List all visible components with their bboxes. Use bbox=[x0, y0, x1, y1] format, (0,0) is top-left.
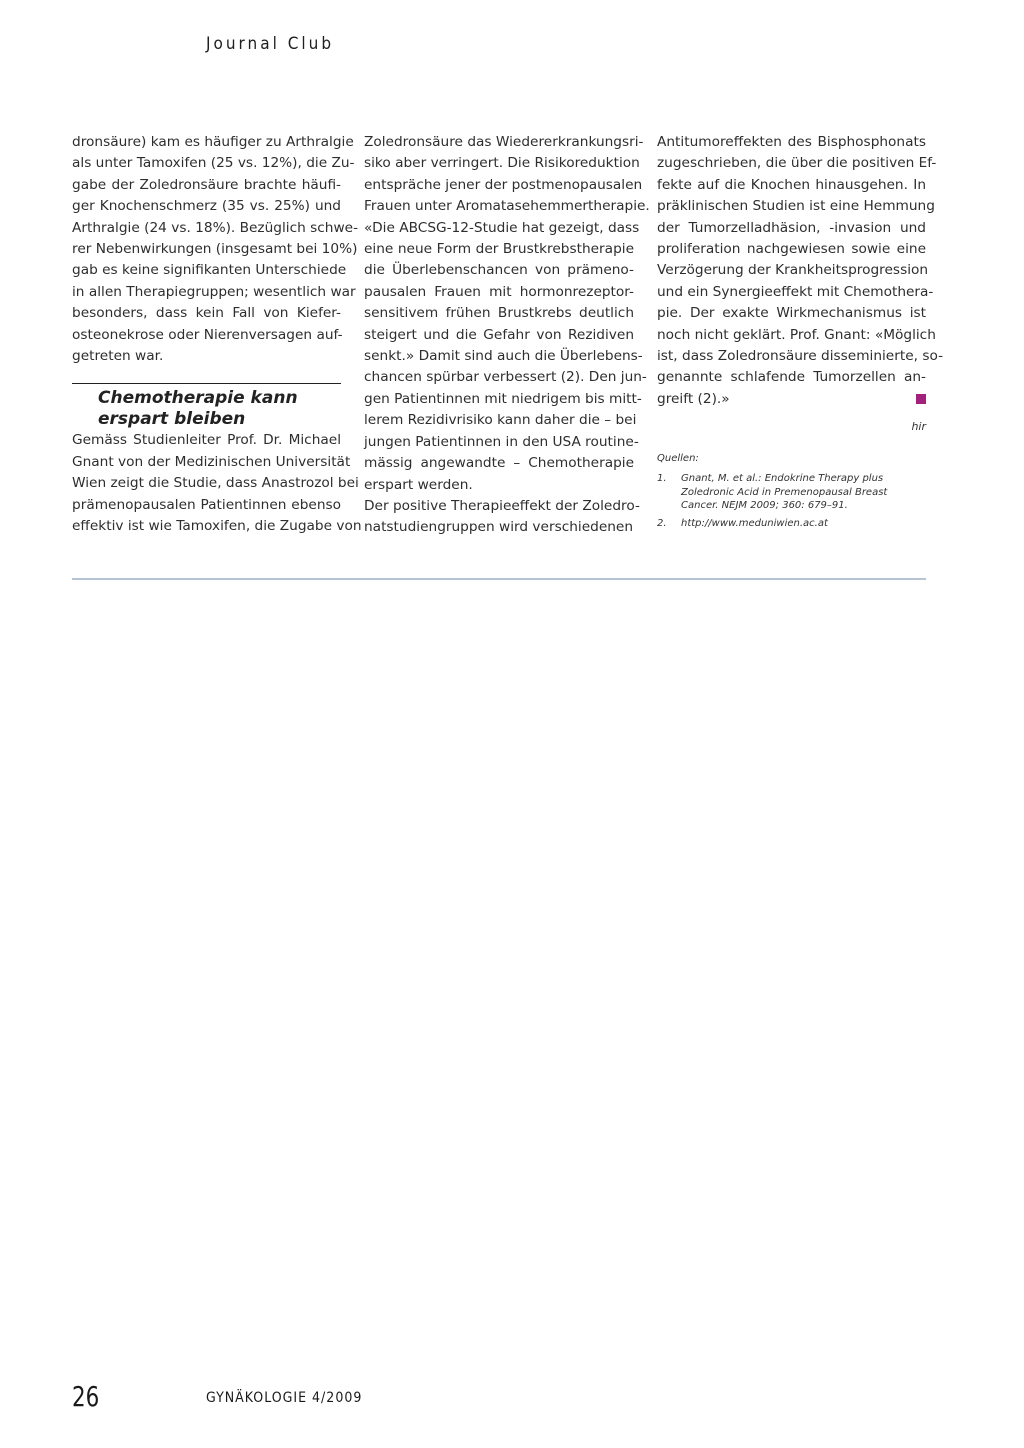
text-line: genannte schlafende Tumorzellen an- bbox=[657, 369, 926, 386]
text-line: effektiv ist wie Tamoxifen, die Zugabe von bbox=[72, 518, 362, 535]
sources-block bbox=[657, 452, 926, 531]
reference-text: Gnant, M. et al.: Endokrine Therapy plus Zoledronic Acid in Premenopausal Breast Cancer. NEJM 2009; 360: 679–91. bbox=[681, 473, 888, 512]
text-line: dronsäure) kam es häufiger zu Arthralgie bbox=[72, 134, 354, 150]
text-line: der Tumorzelladhäsion, -invasion und bbox=[657, 219, 926, 236]
text-line: siko aber verringert. Die Risikoreduktion bbox=[364, 155, 640, 172]
text-line: natstudiengruppen wird verschiedenen bbox=[364, 519, 634, 536]
text-line: mässig angewandte – Chemotherapie bbox=[364, 455, 634, 472]
text-line: rer Nebenwirkungen (insgesamt bei 10%) bbox=[72, 241, 358, 258]
body-paragraph bbox=[364, 132, 650, 496]
text-line: entspräche jener der postmenopausalen bbox=[364, 176, 643, 193]
reference-item bbox=[657, 472, 926, 513]
body-paragraph bbox=[657, 132, 944, 410]
text-line: Gnant von der Medizinischen Universität bbox=[72, 453, 351, 470]
text-line: Arthralgie (24 vs. 18%). Bezüglich schwe- bbox=[72, 219, 359, 236]
text-line: und ein Synergieeffekt mit Chemothera- bbox=[657, 283, 934, 300]
text-line: osteonekrose oder Nierenversagen auf- bbox=[72, 326, 343, 343]
text-line: Frauen unter Aromatasehemmertherapie. bbox=[364, 198, 650, 215]
text-line: in allen Therapiegruppen; wesentlich war bbox=[72, 283, 356, 300]
text-line: «Die ABCSG-12-Studie hat gezeigt, dass bbox=[364, 219, 640, 236]
journal-issue: GYNÄKOLOGIE 4/2009 bbox=[206, 1390, 363, 1406]
text-line: erspart werden. bbox=[364, 476, 473, 493]
body-paragraph bbox=[72, 132, 359, 367]
end-of-article-icon bbox=[916, 394, 926, 404]
text-line: gen Patientinnen mit niedrigem bis mitt- bbox=[364, 390, 642, 407]
text-line: pausalen Frauen mit hormonrezeptor- bbox=[364, 283, 634, 300]
sources-title: Quellen: bbox=[657, 452, 699, 464]
running-header: Journal Club bbox=[206, 34, 335, 54]
text-line: präklinischen Studien ist eine Hemmung bbox=[657, 198, 935, 215]
article-column-2 bbox=[364, 132, 650, 539]
article-column-3 bbox=[657, 132, 944, 534]
body-paragraph bbox=[72, 430, 362, 537]
text-line: Der positive Therapieeffekt der Zoledro- bbox=[364, 497, 640, 514]
article-column-1 bbox=[72, 132, 362, 538]
text-line: getreten war. bbox=[72, 348, 164, 365]
text-line: proliferation nachgewiesen sowie eine bbox=[657, 241, 926, 258]
reference-number: 2. bbox=[657, 517, 667, 529]
subheading-rule bbox=[72, 383, 341, 384]
text-line: gab es keine signifikanten Unterschiede bbox=[72, 262, 347, 279]
reference-item bbox=[657, 517, 926, 531]
text-line: fekte auf die Knochen hinausgehen. In bbox=[657, 176, 926, 193]
text-line: die Überlebenschancen von prämeno- bbox=[364, 262, 634, 279]
author-initials: hir bbox=[911, 420, 926, 434]
text-line: sensitivem frühen Brustkrebs deutlich bbox=[364, 305, 634, 322]
text-line: prämenopausalen Patientinnen ebenso bbox=[72, 496, 341, 513]
reference-number: 1. bbox=[657, 473, 667, 485]
text-line: zugeschrieben, die über die positiven Ef- bbox=[657, 155, 937, 172]
body-paragraph bbox=[364, 496, 640, 539]
text-line: Antitumoreffekten des Bisphosphonats bbox=[657, 134, 926, 150]
text-line: ger Knochenschmerz (35 vs. 25%) und bbox=[72, 198, 341, 215]
subheading-line: Chemotherapie kann bbox=[98, 388, 298, 409]
text-line: chancen spürbar verbessert (2). Den jun- bbox=[364, 369, 647, 386]
text-line: steigert und die Gefahr von Rezidiven bbox=[364, 326, 634, 343]
text-line: senkt.» Damit sind auch die Überlebens- bbox=[364, 348, 643, 365]
text-line: ist, dass Zoledronsäure disseminierte, so- bbox=[657, 348, 944, 365]
text-line: Verzögerung der Krankheitsprogression bbox=[657, 262, 929, 279]
text-line: eine neue Form der Brustkrebstherapie bbox=[364, 241, 634, 258]
text-line: gabe der Zoledronsäure brachte häufi- bbox=[72, 176, 341, 193]
text-line: greift (2).» bbox=[657, 389, 926, 410]
text-line: Wien zeigt die Studie, dass Anastrozol bei bbox=[72, 475, 359, 492]
section-divider bbox=[72, 578, 926, 580]
page-number: 26 bbox=[72, 1380, 100, 1413]
text-line: jungen Patientinnen in den USA routine- bbox=[364, 433, 639, 450]
text-line: als unter Tamoxifen (25 vs. 12%), die Zu- bbox=[72, 155, 355, 172]
text-line: lerem Rezidivrisiko kann daher die – bei bbox=[364, 412, 637, 429]
subheading-line: erspart bleiben bbox=[98, 409, 246, 430]
text-line: Zoledronsäure das Wiedererkrankungsri- bbox=[364, 134, 644, 150]
text-line: pie. Der exakte Wirkmechanismus ist bbox=[657, 305, 926, 322]
text-line: Gemäss Studienleiter Prof. Dr. Michael bbox=[72, 432, 341, 449]
reference-link[interactable]: http://www.meduniwien.ac.at bbox=[681, 517, 828, 529]
text-line: besonders, dass kein Fall von Kiefer- bbox=[72, 305, 341, 322]
text-line: noch nicht geklärt. Prof. Gnant: «Möglich bbox=[657, 326, 936, 343]
section-subheading bbox=[72, 388, 341, 430]
